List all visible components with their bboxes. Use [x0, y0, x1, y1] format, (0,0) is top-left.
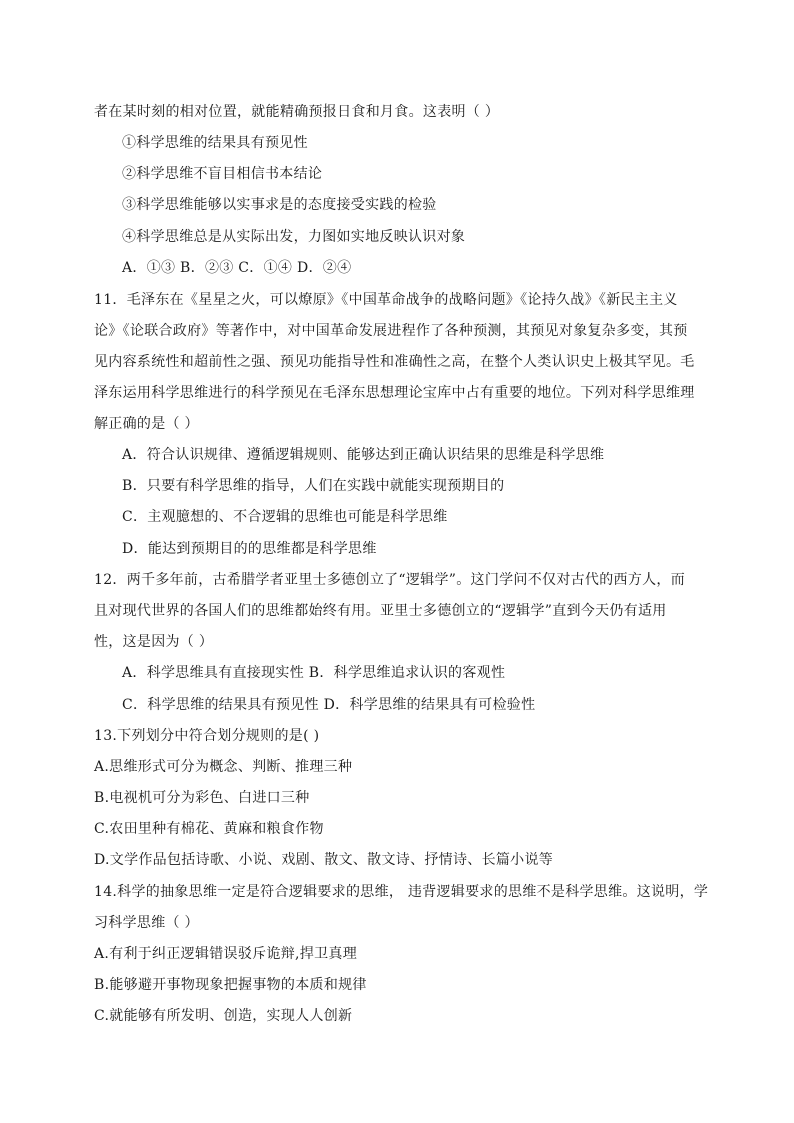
q11-stem-line-4: 泽东运用科学思维进行的科学预见在毛泽东思想理论宝库中占有重要的地位。下列对科学思维理: [94, 385, 695, 401]
q13-option-a: A.思维形式可分为概念、判断、推理三种: [94, 759, 353, 775]
q10-stem-cont: 者在某时刻的相对位置，就能精确预报日食和月食。这表明（ ）: [94, 104, 500, 120]
q11-stem-line-1: 11．毛泽东在《星星之火，可以燎原》《中国革命战争的战略问题》《论持久战》《新民主主义: [94, 292, 678, 308]
q12-options-cd: C．科学思维的结果具有预见性 D．科学思维的结果具有可检验性: [122, 697, 536, 713]
q14-option-b: B.能够避开事物现象把握事物的本质和规律: [94, 977, 367, 993]
q11-option-a: A．符合认识规律、遵循逻辑规则、能够达到正确认识结果的思维是科学思维: [122, 447, 605, 463]
q13-stem: 13.下列划分中符合划分规则的是( ): [94, 728, 320, 744]
q11-stem-line-3: 见内容系统性和超前性之强、预见功能指导性和准确性之高，在整个人类认识史上极其罕见。毛: [94, 354, 695, 370]
q10-option-4: ④科学思维总是从实际出发，力图如实地反映认识对象: [122, 229, 466, 245]
q12-stem-line-2: 且对现代世界的各国人们的思维都始终有用。亚里士多德创立的“逻辑学”直到今天仍有适用: [94, 603, 667, 619]
q11-option-c: C．主观臆想的、不合逻辑的思维也可能是科学思维: [122, 509, 448, 525]
q11-stem-line-5: 解正确的是（ ）: [94, 416, 199, 432]
q14-stem-line-2: 习科学思维（ ）: [94, 915, 199, 931]
q13-option-c: C.农田里种有棉花、黄麻和粮食作物: [94, 821, 324, 837]
q13-option-d: D.文学作品包括诗歌、小说、戏剧、散文、散文诗、抒情诗、长篇小说等: [94, 852, 554, 868]
q12-options-ab: A．科学思维具有直接现实性 B．科学思维追求认识的客观性: [122, 665, 506, 681]
q10-option-1: ①科学思维的结果具有预见性: [122, 135, 308, 151]
q11-option-d: D．能达到预期目的的思维都是科学思维: [122, 541, 377, 557]
q14-option-a: A.有利于纠正逻辑错误驳斥诡辩,捍卫真理: [94, 946, 358, 962]
q12-stem-line-1: 12．两千多年前，古希腊学者亚里士多德创立了“逻辑学”。这门学问不仅对古代的西方人，而: [94, 572, 686, 588]
q11-option-b: B．只要有科学思维的指导，人们在实践中就能实现预期目的: [122, 478, 505, 494]
q10-option-3: ③科学思维能够以实事求是的态度接受实践的检验: [122, 197, 437, 213]
q11-stem-line-2: 论》《论联合政府》等著作中，对中国革命发展进程作了各种预测，其预见对象复杂多变，其预: [94, 323, 688, 339]
q10-option-2: ②科学思维不盲目相信书本结论: [122, 166, 323, 182]
q10-choices: A．①③ B．②③ C．①④ D．②④: [122, 260, 352, 276]
q12-stem-line-3: 性，这是因为（ ）: [94, 634, 214, 650]
q14-option-c: C.就能够有所发明、创造，实现人人创新: [94, 1008, 353, 1024]
q13-option-b: B.电视机可分为彩色、白进口三种: [94, 790, 310, 806]
q14-stem-line-1: 14.科学的抽象思维一定是符合逻辑要求的思维， 违背逻辑要求的思维不是科学思维。这说明，学: [94, 884, 709, 900]
